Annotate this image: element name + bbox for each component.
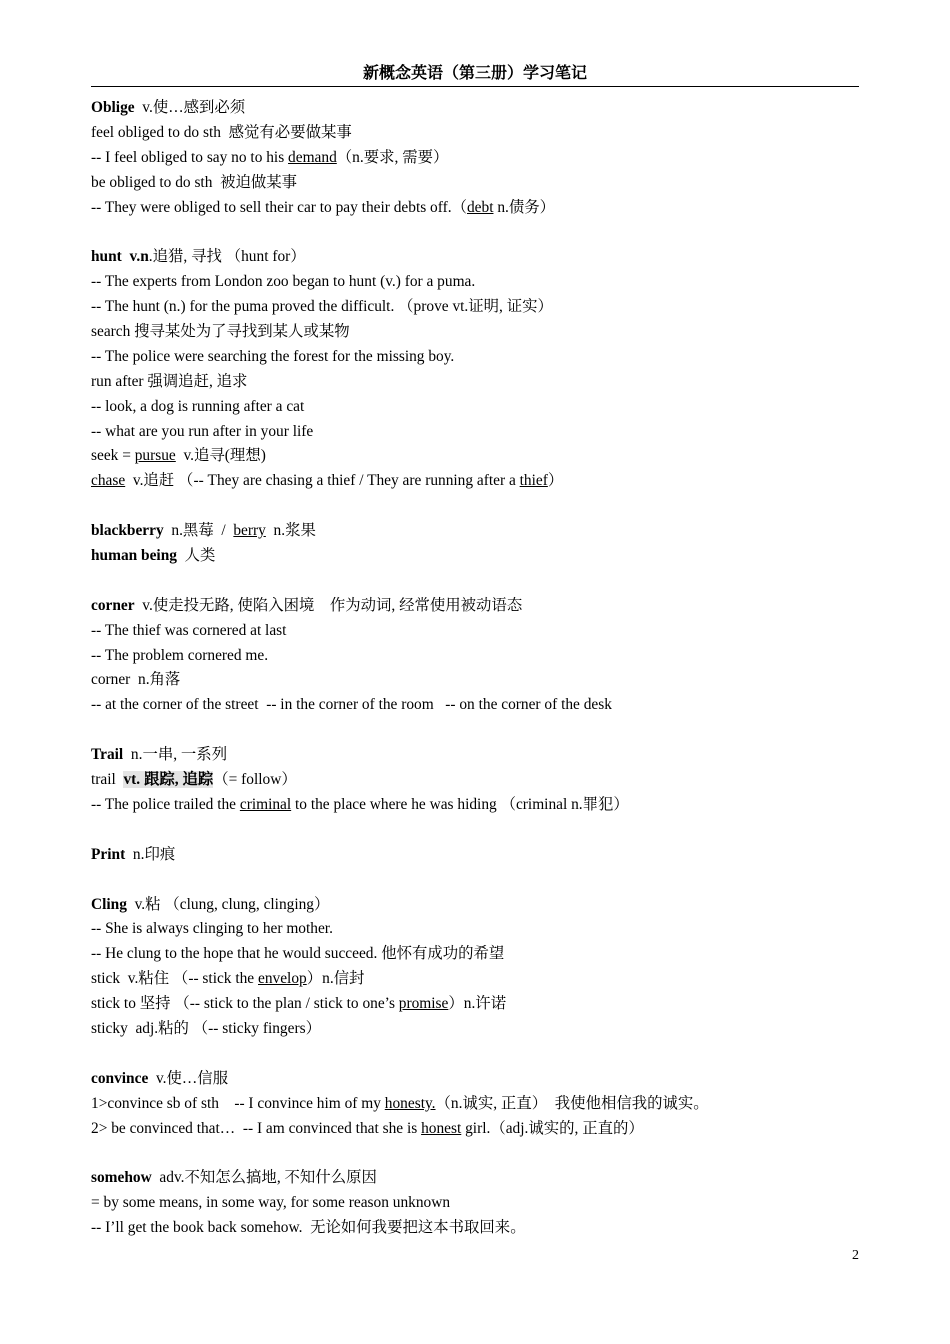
underlined-word: chase: [91, 472, 126, 490]
term-heading: corner: [91, 596, 135, 614]
note-text: -- what are you run after in your life: [91, 422, 314, 440]
note-line: [91, 370, 871, 395]
note-text: -- He clung to the hope that he would succeed. 他怀有成功的希望: [91, 945, 505, 963]
note-line: [91, 1216, 871, 1241]
note-line: [91, 444, 871, 469]
notes-body: [91, 96, 871, 1241]
note-line: [91, 519, 871, 544]
note-text: ）: [547, 472, 564, 490]
note-text: 1>convince sb of sth -- I convince him of my: [91, 1094, 385, 1112]
note-text: ）n.信封: [306, 970, 365, 988]
term-heading: blackberry: [91, 522, 164, 540]
note-text: 2> be convinced that… -- I am convinced that she is: [91, 1119, 422, 1137]
note-line: [91, 793, 871, 818]
note-text: corner n.角落: [91, 671, 181, 689]
underlined-word: thief: [519, 472, 548, 490]
underlined-word: demand: [288, 148, 337, 166]
blank-line: [91, 718, 871, 743]
underlined-word: berry: [233, 522, 266, 540]
note-line: [91, 544, 871, 569]
underlined-word: honest: [421, 1119, 462, 1137]
note-text: seek =: [91, 447, 135, 465]
blank-line: [91, 220, 871, 245]
note-line: [91, 1092, 871, 1117]
note-text: v.使…信服: [148, 1069, 229, 1087]
note-text: = by some means, in some way, for some reason unknown: [91, 1194, 451, 1212]
note-text: v.追赶 （-- They are chasing a thief / They are running after a: [125, 472, 520, 490]
note-line: [91, 942, 871, 967]
note-line: [91, 619, 871, 644]
note-line: [91, 992, 871, 1017]
blank-line: [91, 1042, 871, 1067]
note-line: [91, 121, 871, 146]
underlined-word: debt: [466, 198, 494, 216]
note-text: n.债务）: [493, 198, 556, 216]
note-line: [91, 843, 871, 868]
note-line: [91, 917, 871, 942]
note-text: v.追寻(理想): [175, 447, 266, 465]
note-line: [91, 1017, 871, 1042]
note-text: stick v.粘住 （-- stick the: [91, 970, 258, 988]
note-line: [91, 1166, 871, 1191]
note-line: [91, 395, 871, 420]
note-line: [91, 320, 871, 345]
blank-line: [91, 818, 871, 843]
term-heading: human being: [91, 547, 177, 565]
note-text: -- The problem cornered me.: [91, 646, 269, 664]
underlined-word: promise: [398, 995, 449, 1013]
note-text: -- The police were searching the forest for the missing boy.: [91, 347, 455, 365]
note-text: v.使走投无路, 使陷入困境 作为动词, 经常使用被动语态: [134, 596, 523, 614]
note-text: n.印痕: [125, 845, 176, 863]
note-text: trail: [91, 771, 124, 789]
note-text: -- at the corner of the street -- in the corner of the room -- on the corner of the desk: [91, 696, 612, 714]
term-heading: convince: [91, 1069, 149, 1087]
note-text: -- The hunt (n.) for the puma proved the difficult. （prove vt.证明, 证实）: [91, 298, 553, 316]
note-line: [91, 644, 871, 669]
blank-line: [91, 569, 871, 594]
note-text: （n.诚实, 正直） 我使他相信我的诚实。: [435, 1094, 709, 1112]
term-heading: Oblige: [91, 99, 135, 116]
note-text: v.粘 （clung, clung, clinging）: [126, 895, 330, 913]
page-header: [91, 62, 859, 87]
document-title: 新概念英语（第三册）学习笔记: [362, 65, 587, 82]
note-line: [91, 345, 871, 370]
term-heading: Print: [91, 845, 126, 863]
note-text: .追猎, 寻找 （hunt for）: [148, 248, 306, 266]
note-text: （= follow）: [213, 771, 297, 789]
blank-line: [91, 494, 871, 519]
note-line: [91, 96, 871, 121]
note-line: [91, 668, 871, 693]
underlined-word: pursue: [134, 447, 176, 465]
term-heading: Trail: [91, 746, 124, 764]
note-line: [91, 270, 871, 295]
blank-line: [91, 1141, 871, 1166]
note-line: [91, 693, 871, 718]
note-line: [91, 893, 871, 918]
underlined-word: envelop: [258, 970, 307, 988]
note-line: [91, 171, 871, 196]
note-text: -- She is always clinging to her mother.: [91, 920, 333, 938]
note-text: -- I feel obliged to say no to his: [91, 148, 289, 166]
note-text: -- The experts from London zoo began to hunt (v.) for a puma.: [91, 273, 476, 291]
note-text: -- I’ll get the book back somehow. 无论如何我要把这本书取回来。: [91, 1219, 526, 1237]
note-text: n.黑莓 /: [163, 522, 234, 540]
note-text: n.一串, 一系列: [123, 746, 228, 764]
note-text: -- The thief was cornered at last: [91, 621, 287, 639]
note-text: 人类: [176, 547, 216, 565]
note-text: to the place where he was hiding （criminal n.罪犯）: [291, 795, 629, 813]
note-text: stick to 坚持 （-- stick to the plan / stick to one’s: [91, 995, 399, 1013]
underlined-word: criminal: [239, 795, 292, 813]
term-heading: hunt v.n: [91, 248, 149, 266]
note-line: [91, 743, 871, 768]
term-heading: Cling: [91, 895, 127, 913]
note-text: -- The police trailed the: [91, 795, 240, 813]
note-line: [91, 1067, 871, 1092]
note-text: feel obliged to do sth 感觉有必要做某事: [91, 123, 352, 141]
note-line: [91, 768, 871, 793]
underlined-word: honesty.: [384, 1094, 436, 1112]
note-text: be obliged to do sth 被迫做某事: [91, 173, 298, 191]
note-text: run after 强调追赶, 追求: [91, 372, 248, 390]
note-line: [91, 1117, 871, 1142]
note-text: （n.要求, 需要）: [336, 148, 449, 166]
note-line: [91, 146, 871, 171]
note-text: ）n.许诺: [448, 995, 507, 1013]
note-line: [91, 196, 871, 221]
note-text: adv.不知怎么搞地, 不知什么原因: [151, 1169, 377, 1187]
note-line: [91, 1191, 871, 1216]
note-line: [91, 967, 871, 992]
note-text: -- look, a dog is running after a cat: [91, 397, 305, 415]
note-text: v.使…感到必须: [134, 99, 246, 116]
term-heading: somehow: [91, 1169, 152, 1187]
note-text: n.浆果: [265, 522, 316, 540]
note-line: [91, 295, 871, 320]
note-text: sticky adj.粘的 （-- sticky fingers）: [91, 1019, 321, 1037]
note-text: -- They were obliged to sell their car to pay their debts off.（: [91, 198, 467, 216]
note-text: girl.（adj.诚实的, 正直的）: [461, 1119, 644, 1137]
note-line: [91, 245, 871, 270]
note-line: [91, 469, 871, 494]
note-line: [91, 420, 871, 445]
blank-line: [91, 868, 871, 893]
note-text: search 搜寻某处为了寻找到某人或某物: [91, 323, 350, 341]
page-number: 2: [852, 1248, 859, 1263]
note-line: [91, 594, 871, 619]
highlighted-text: vt. 跟踪, 追踪: [123, 771, 214, 789]
